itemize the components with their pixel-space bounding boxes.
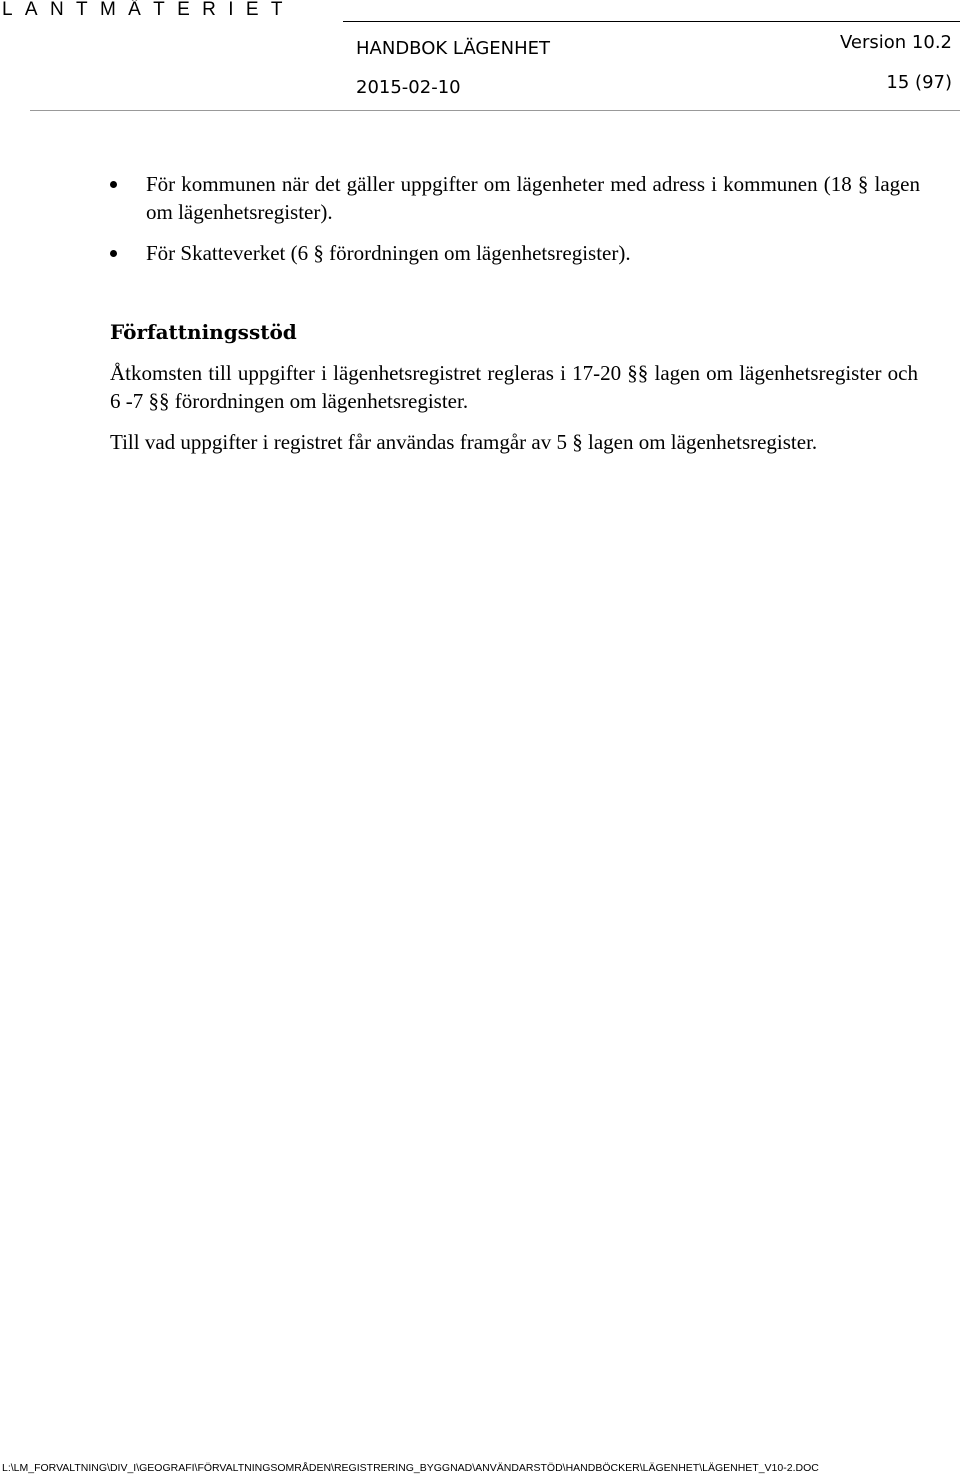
section-heading: Författningsstöd bbox=[110, 320, 297, 344]
org-name-logo: LANTMÄTERIET bbox=[2, 0, 295, 20]
list-item bbox=[110, 170, 920, 226]
header-divider bbox=[30, 110, 960, 111]
bullet-list bbox=[110, 170, 920, 280]
page-number: 15 (97) bbox=[886, 72, 952, 93]
document-title: HANDBOK LÄGENHET bbox=[356, 38, 551, 59]
document-version: Version 10.2 bbox=[840, 32, 952, 53]
list-item-text: För Skatteverket (6 § förordningen om lägenhetsregister). bbox=[146, 241, 631, 265]
body-paragraph: Åtkomsten till uppgifter i lägenhetsregistret regleras i 17-20 §§ lagen om lägenhetsregister och 6 -7 §§ förordningen om lägenhetsregister. bbox=[110, 361, 918, 413]
footer-file-path: L:\LM_FORVALTNING\DIV_I\GEOGRAFI\FÖRVALTNINGSOMRÅDEN\REGISTRERING_BYGGNAD\ANVÄNDARSTÖD\HANDBÖCKER\LÄGENHET\LÄGENHET_V10-2.DOC bbox=[2, 1462, 819, 1474]
document-date: 2015-02-10 bbox=[356, 77, 461, 98]
list-item-text: För kommunen när det gäller uppgifter om lägenheter med adress i kommunen (18 § lagen om lägenhetsregister). bbox=[146, 172, 920, 224]
bullet-icon bbox=[110, 181, 117, 188]
bullet-icon bbox=[110, 250, 117, 257]
body-paragraph: Till vad uppgifter i registret får användas framgår av 5 § lagen om lägenhetsregister. bbox=[110, 430, 818, 454]
header-top-rule bbox=[343, 21, 960, 22]
list-item bbox=[110, 239, 920, 267]
